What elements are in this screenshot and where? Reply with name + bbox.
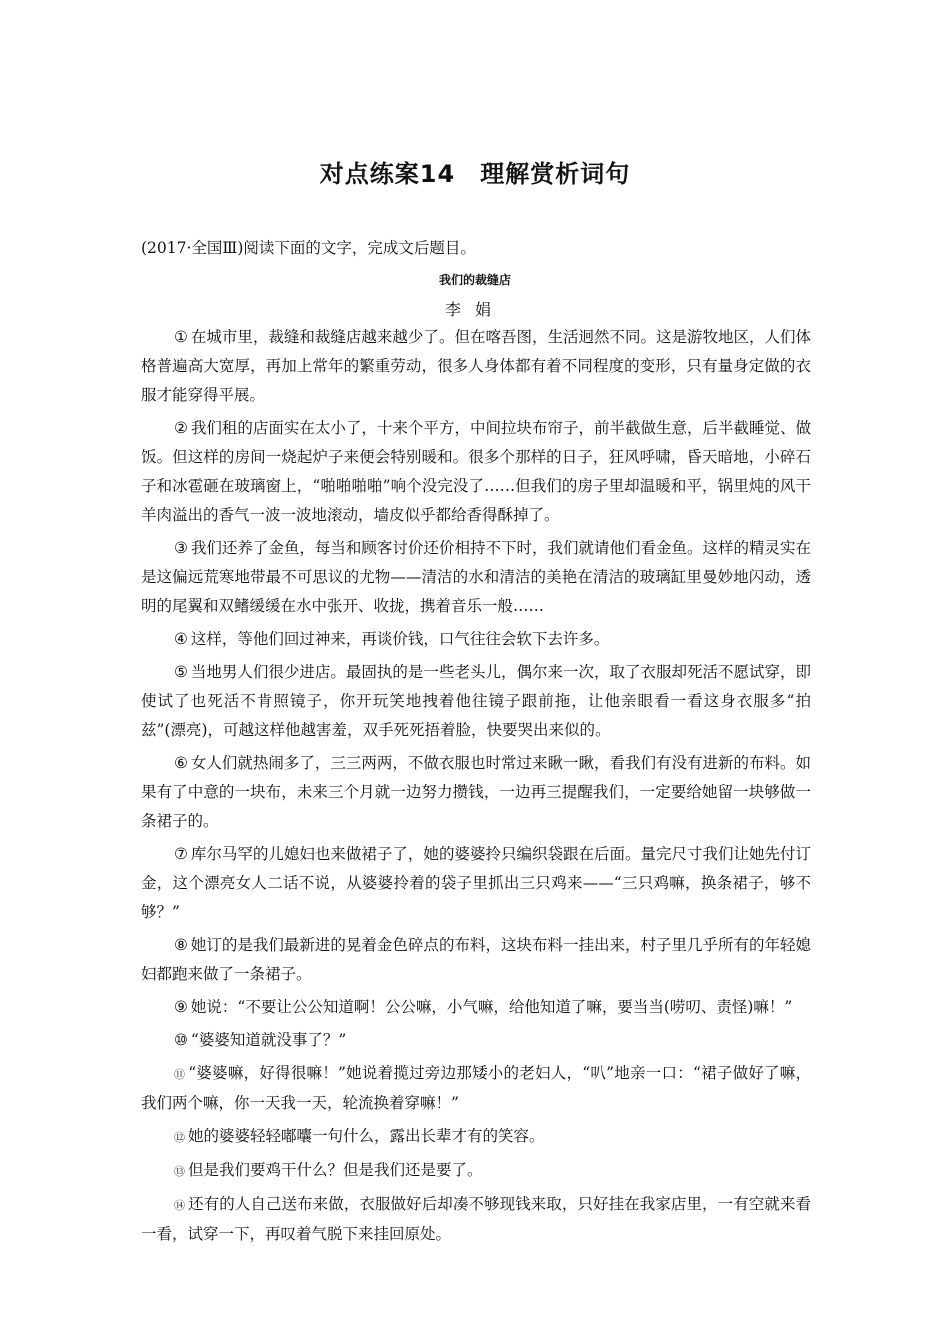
paragraph-text: 还有的人自己送布来做，衣服做好后却凑不够现钱来取，只好挂在我家店里，一有空就来看一看，试穿一下，再叹着气脱下来挂回原处。 [141, 1195, 811, 1243]
paragraph-text: 我们还养了金鱼，每当和顾客讨价还价相持不下时，我们就请他们看金鱼。这样的精灵实在是这偏远荒寒地带最不可思议的尤物——清洁的水和清洁的美艳在清洁的玻璃缸里曼妙地闪动，透明的尾翼和双鳍缓缓在水中张开、收拢，携着音乐一般…… [141, 539, 811, 615]
paragraph-text: 她说：“不要让公公知道啊！公公嘛，小气嘛，给他知道了嘛，要当当(唠叨、责怪)嘛！” [190, 998, 793, 1016]
paragraph-4 [141, 625, 811, 654]
paragraph-number: ① [174, 328, 188, 346]
paragraph-text: 库尔马罕的儿媳妇也来做裙子了，她的婆婆拎只编织袋跟在后面。量完尺寸我们让她先付订金，这个漂亮女人二话不说，从婆婆拎着的袋子里抓出三只鸡来——“三只鸡嘛，换条裙子，够不够？” [141, 845, 811, 921]
article-body [141, 323, 811, 1253]
paragraph-number: ⑨ [174, 998, 188, 1016]
paragraph-13 [141, 1156, 811, 1186]
paragraph-text: 但是我们要鸡干什么？但是我们还是要了。 [188, 1161, 483, 1179]
paragraph-number: ⑥ [174, 754, 188, 772]
paragraph-6 [141, 749, 811, 836]
paragraph-number: ③ [174, 539, 188, 557]
paragraph-5 [141, 658, 811, 745]
paragraph-number: ⑪ [174, 1068, 186, 1081]
paragraph-text: 当地男人们很少进店。最固执的是一些老头儿，偶尔来一次，取了衣服却死活不愿试穿，即使试了也死活不肯照镜子，你开玩笑地拽着他往镜子跟前拖，让他亲眼看一看这身衣服多“拍兹”(漂亮)，可越这样他越害羞，双手死死捂着脸，快要哭出来似的。 [141, 663, 811, 739]
article-title: 我们的裁缝店 [438, 273, 511, 287]
paragraph-9 [141, 993, 811, 1022]
paragraph-14 [141, 1190, 811, 1249]
article-author: 李娟 [444, 300, 505, 319]
paragraph-text: 她订的是我们最新进的晃着金色碎点的布料，这块布料一挂出来，村子里几乎所有的年轻媳妇都跑来做了一条裙子。 [141, 936, 811, 983]
page-title: 对点练案14 理解赏析词句 [319, 160, 631, 188]
paragraph-number: ⑩ [174, 1031, 188, 1049]
paragraph-7 [141, 840, 811, 927]
paragraph-number: ⑬ [174, 1165, 185, 1178]
paragraph-text: “婆婆嘛，好得很嘛！”她说着揽过旁边那矮小的老妇人，“叭”地亲一口：“裙子做好了嘛，我们两个嘛，你一天我一天，轮流换着穿嘛！” [141, 1064, 812, 1112]
paragraph-text: 我们租的店面实在太小了，十来个平方，中间拉块布帘子，前半截做生意，后半截睡觉、做饭。但这样的房间一烧起炉子来便会特别暖和。很多个那样的日子，狂风呼啸，昏天暗地，小碎石子和冰雹砸在玻璃窗上，“啪啪啪啪”响个没完没了……但我们的房子里却温暖和平，锅里炖的风干羊肉溢出的香气一波一波地滚动，墙皮似乎都给香得酥掉了。 [141, 419, 811, 524]
paragraph-number: ⑫ [174, 1131, 185, 1144]
paragraph-text: “婆婆知道就没事了？” [190, 1031, 347, 1049]
paragraph-number: ⑦ [174, 845, 188, 863]
paragraph-10 [141, 1026, 811, 1055]
instructions: (2017·全国Ⅲ)阅读下面的文字，完成文后题目。 [141, 239, 476, 257]
paragraph-text: 这样，等他们回过神来，再谈价钱，口气往往会软下去许多。 [190, 630, 610, 648]
paragraph-text: 她的婆婆轻轻嘟囔一句什么，露出长辈才有的笑容。 [188, 1127, 545, 1145]
paragraph-number: ④ [174, 630, 188, 648]
paragraph-12 [141, 1122, 811, 1152]
paragraph-number: ⑭ [174, 1199, 186, 1212]
paragraph-text: 在城市里，裁缝和裁缝店越来越少了。但在喀吾图，生活迥然不同。这是游牧地区，人们体格普遍高大宽厚，再加上常年的繁重劳动，很多人身体都有着不同程度的变形，只有量身定做的衣服才能穿得平展。 [141, 328, 811, 404]
paragraph-1 [141, 323, 811, 410]
paragraph-text: 女人们就热闹多了，三三两两，不做衣服也时常过来瞅一瞅，看我们有没有进新的布料。如果有了中意的一块布，未来三个月就一边努力攒钱，一边再三提醒我们，一定要给她留一块够做一条裙子的。 [141, 754, 811, 830]
paragraph-number: ⑧ [174, 936, 188, 954]
paragraph-number: ⑤ [174, 663, 188, 681]
paragraph-number: ② [174, 419, 188, 437]
paragraph-11 [141, 1059, 811, 1118]
paragraph-8 [141, 931, 811, 989]
paragraph-2 [141, 414, 811, 530]
paragraph-3 [141, 534, 811, 621]
